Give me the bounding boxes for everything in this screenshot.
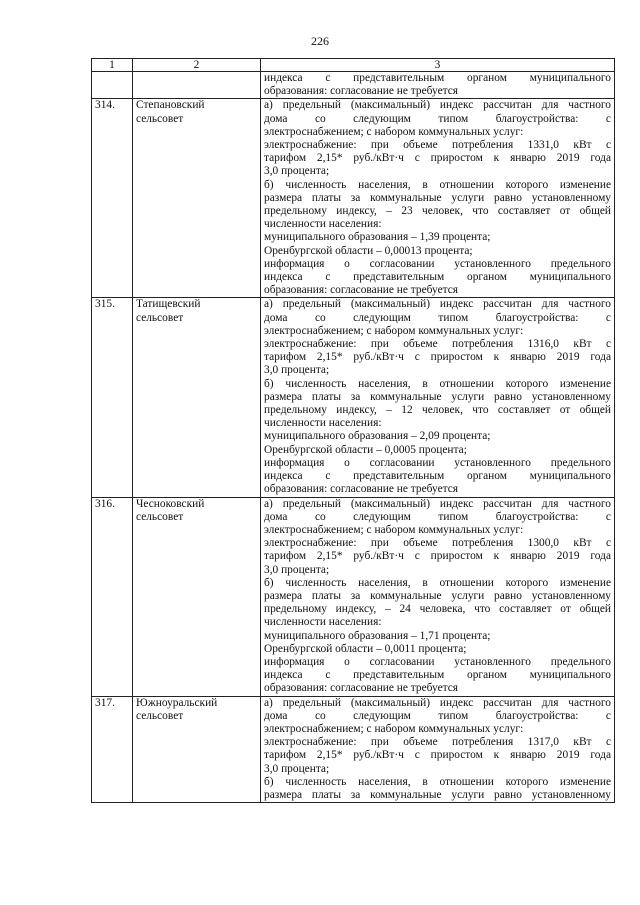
municipality-name-line: сельсовет	[136, 112, 184, 125]
description-line: информация о согласовании установленного предельного	[264, 655, 611, 668]
description-line: дома со следующим типом благоустройства: с	[264, 311, 611, 324]
description-line: Оренбургской области – 0,0011 процента;	[264, 642, 467, 655]
description-line: электроснабжение: при объеме потребления 1317,0 кВт с	[264, 736, 611, 749]
description-line: электроснабжением; с набором коммунальных услуг:	[264, 125, 524, 138]
description-line: образования: согласование не требуется	[264, 85, 459, 98]
description-line: дома со следующим типом благоустройства: с	[264, 112, 611, 125]
description-line: а) предельный (максимальный) индекс рассчитан для частного	[264, 99, 611, 112]
description-line: муниципального образования – 2,09 процента;	[264, 430, 491, 443]
description-cell	[261, 497, 615, 696]
description-line: б) численность населения, в отношении которого изменение	[264, 576, 611, 589]
description-line: дома со следующим типом благоустройства: с	[264, 709, 611, 722]
description-cell	[261, 72, 615, 99]
header-col-3: 3	[261, 59, 615, 72]
header-col-1: 1	[92, 59, 133, 72]
description-line: электроснабжение: при объеме потребления 1300,0 кВт с	[264, 537, 611, 550]
row-number-cell	[92, 72, 133, 99]
description-line: б) численность населения, в отношении которого изменение	[264, 377, 611, 390]
row-number-cell: 316.	[92, 497, 133, 696]
tariff-index-table	[91, 58, 615, 803]
description-line: образования: согласование не требуется	[264, 682, 459, 695]
row-number-cell: 314.	[92, 99, 133, 298]
description-line: муниципального образования – 1,71 процента;	[264, 629, 491, 642]
municipality-name-line: сельсовет	[136, 510, 184, 523]
table-row	[92, 497, 615, 696]
description-cell	[261, 99, 615, 298]
municipality-name-line: Чесноковский	[136, 497, 205, 510]
description-line: электроснабжение: при объеме потребления 1316,0 кВт с	[264, 338, 611, 351]
row-number-cell: 317.	[92, 696, 133, 803]
description-line: численности населения:	[264, 417, 382, 430]
header-col-2: 2	[133, 59, 261, 72]
description-line: индекса с представительным органом муниципального	[264, 669, 611, 682]
page-number: 226	[311, 34, 329, 48]
description-line: а) предельный (максимальный) индекс рассчитан для частного	[264, 497, 611, 510]
description-line: дома со следующим типом благоустройства: с	[264, 510, 611, 523]
description-line: а) предельный (максимальный) индекс рассчитан для частного	[264, 298, 611, 311]
table-row	[92, 298, 615, 497]
description-line: образования: согласование не требуется	[264, 483, 459, 496]
description-line: Оренбургской области – 0,00013 процента;	[264, 244, 473, 257]
description-line: предельному индексу, – 12 человек, что составляет от общей	[264, 404, 611, 417]
description-line: индекса с представительным органом муниципального	[264, 271, 611, 284]
description-line: предельному индексу, – 23 человек, что составляет от общей	[264, 205, 611, 218]
municipality-cell	[133, 99, 261, 298]
description-line: 3,0 процента;	[264, 762, 330, 775]
description-line: муниципального образования – 1,39 процента;	[264, 231, 491, 244]
description-line: 3,0 процента;	[264, 165, 330, 178]
description-line: размера платы за коммунальные услуги равно установленному	[264, 589, 611, 602]
description-line: предельному индексу, – 24 человека, что составляет от общей	[264, 603, 611, 616]
municipality-name-line: сельсовет	[136, 709, 184, 722]
table-header-row	[92, 59, 615, 72]
description-line: тарифом 2,15* руб./кВт·ч с приростом к январю 2019 года	[264, 152, 611, 165]
description-line: тарифом 2,15* руб./кВт·ч с приростом к январю 2019 года	[264, 749, 611, 762]
continuation-row	[92, 72, 615, 99]
municipality-name-line: сельсовет	[136, 311, 184, 324]
description-cell	[261, 696, 615, 803]
municipality-cell	[133, 298, 261, 497]
description-line: б) численность населения, в отношении которого изменение	[264, 178, 611, 191]
description-line: 3,0 процента;	[264, 563, 330, 576]
description-line: размера платы за коммунальные услуги равно установленному	[264, 191, 611, 204]
description-line: образования: согласование не требуется	[264, 284, 459, 297]
description-line: электроснабжение: при объеме потребления 1331,0 кВт с	[264, 139, 611, 152]
description-line: индекса с представительным органом муниципального	[264, 470, 611, 483]
municipality-name-line: Южноуральский	[136, 696, 218, 709]
description-line: информация о согласовании установленного предельного	[264, 456, 611, 469]
description-line: численности населения:	[264, 616, 382, 629]
description-line: размера платы за коммунальные услуги равно установленному	[264, 390, 611, 403]
municipality-name-line: Степановский	[136, 99, 205, 112]
description-line: численности населения:	[264, 218, 382, 231]
description-cell	[261, 298, 615, 497]
description-line: электроснабжением; с набором коммунальных услуг:	[264, 722, 524, 735]
description-line: а) предельный (максимальный) индекс рассчитан для частного	[264, 696, 611, 709]
municipality-cell	[133, 497, 261, 696]
description-line: Оренбургской области – 0,0005 процента;	[264, 443, 467, 456]
description-line: тарифом 2,15* руб./кВт·ч с приростом к январю 2019 года	[264, 351, 611, 364]
description-line: 3,0 процента;	[264, 364, 330, 377]
description-line: б) численность населения, в отношении которого изменение	[264, 775, 611, 788]
municipality-cell	[133, 72, 261, 99]
row-number-cell: 315.	[92, 298, 133, 497]
description-line: электроснабжением; с набором коммунальных услуг:	[264, 324, 524, 337]
table-row	[92, 99, 615, 298]
description-line: размера платы за коммунальные услуги равно установленному	[264, 788, 611, 801]
description-line: индекса с представительным органом муниципального	[264, 72, 611, 84]
municipality-name-line: Татищевский	[136, 298, 201, 311]
table-row	[92, 696, 615, 803]
municipality-cell	[133, 696, 261, 803]
description-line: информация о согласовании установленного предельного	[264, 257, 611, 270]
description-line: тарифом 2,15* руб./кВт·ч с приростом к январю 2019 года	[264, 550, 611, 563]
description-line: электроснабжением; с набором коммунальных услуг:	[264, 523, 524, 536]
